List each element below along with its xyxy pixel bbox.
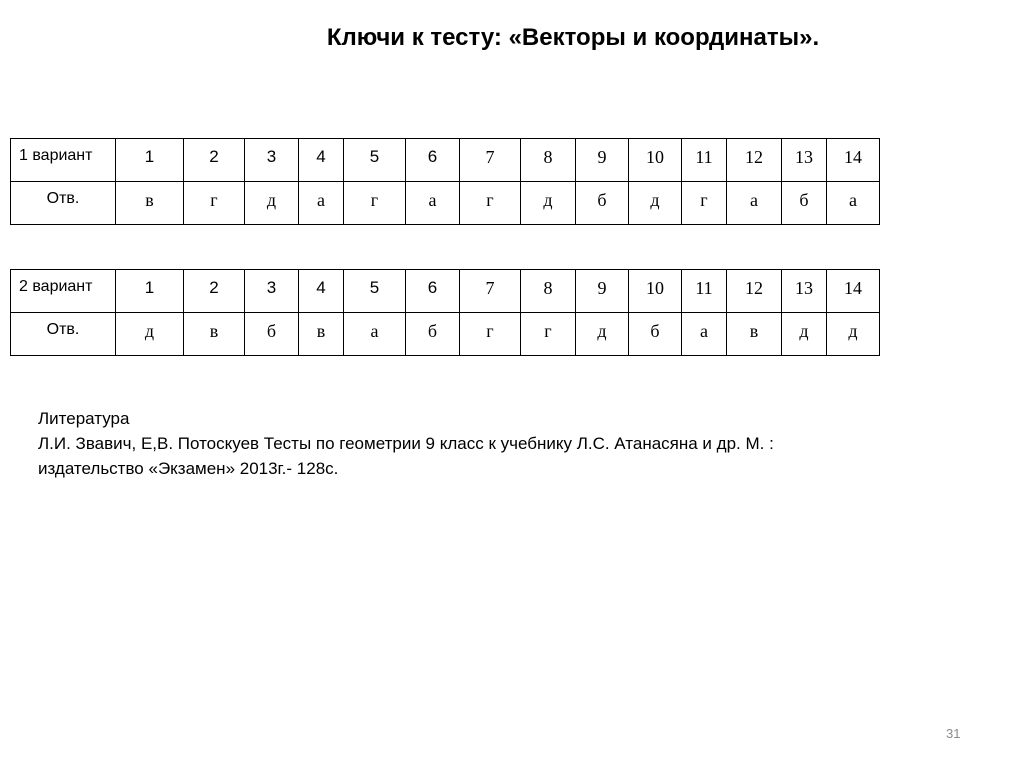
answer-cell: а: [827, 182, 880, 225]
answer-cell: д: [521, 182, 576, 225]
question-cell: 9: [576, 270, 629, 313]
answer-cell: б: [245, 313, 299, 356]
answers-label: Отв.: [11, 313, 116, 356]
question-cell: 5: [344, 139, 406, 182]
question-cell: 3: [245, 270, 299, 313]
answer-cell: д: [116, 313, 184, 356]
question-cell: 13: [782, 270, 827, 313]
question-cell: 12: [727, 139, 782, 182]
question-cell: 8: [521, 139, 576, 182]
answer-cell: в: [727, 313, 782, 356]
answers-label: Отв.: [11, 182, 116, 225]
answer-cell: г: [682, 182, 727, 225]
question-cell: 6: [406, 270, 460, 313]
page-number: 31: [946, 726, 961, 741]
question-cell: 1: [116, 139, 184, 182]
answer-cell: б: [576, 182, 629, 225]
question-cell: 11: [682, 139, 727, 182]
question-cell: 11: [682, 270, 727, 313]
answer-cell: д: [576, 313, 629, 356]
answer-cell: б: [782, 182, 827, 225]
answer-cell: д: [629, 182, 682, 225]
answer-cell: а: [344, 313, 406, 356]
answer-row: [11, 182, 880, 225]
question-cell: 7: [460, 139, 521, 182]
question-cell: 12: [727, 270, 782, 313]
question-cell: 14: [827, 139, 880, 182]
answer-cell: а: [406, 182, 460, 225]
answer-row: [11, 313, 880, 356]
question-cell: 14: [827, 270, 880, 313]
answer-cell: в: [116, 182, 184, 225]
answer-cell: д: [245, 182, 299, 225]
answer-cell: а: [299, 182, 344, 225]
answer-cell: д: [782, 313, 827, 356]
literature-reference-line-1: Л.И. Звавич, Е,В. Потоскуев Тесты по геометрии 9 класс к учебнику Л.С. Атанасяна и др. М. :: [38, 434, 774, 453]
answer-cell: г: [344, 182, 406, 225]
question-cell: 2: [184, 139, 245, 182]
variant-label: 2 вариант: [11, 270, 116, 313]
literature-heading: Литература: [38, 409, 130, 428]
question-cell: 3: [245, 139, 299, 182]
question-row: [11, 139, 880, 182]
question-cell: 4: [299, 270, 344, 313]
question-cell: 13: [782, 139, 827, 182]
question-cell: 5: [344, 270, 406, 313]
question-cell: 7: [460, 270, 521, 313]
answer-cell: г: [460, 182, 521, 225]
question-row: [11, 270, 880, 313]
answer-cell: в: [184, 313, 245, 356]
answer-cell: а: [727, 182, 782, 225]
question-cell: 8: [521, 270, 576, 313]
answer-cell: в: [299, 313, 344, 356]
question-cell: 6: [406, 139, 460, 182]
question-cell: 10: [629, 139, 682, 182]
variant-2-table: [10, 269, 880, 356]
answer-cell: б: [406, 313, 460, 356]
answer-cell: д: [827, 313, 880, 356]
question-cell: 9: [576, 139, 629, 182]
answer-cell: г: [460, 313, 521, 356]
question-cell: 10: [629, 270, 682, 313]
answer-cell: а: [682, 313, 727, 356]
literature-section: [38, 406, 938, 481]
answer-cell: г: [521, 313, 576, 356]
variant-1-table: [10, 138, 880, 225]
question-cell: 2: [184, 270, 245, 313]
page-title: Ключи к тесту: «Векторы и координаты».: [326, 24, 820, 51]
answer-cell: г: [184, 182, 245, 225]
variant-label: 1 вариант: [11, 139, 116, 182]
answer-cell: б: [629, 313, 682, 356]
question-cell: 4: [299, 139, 344, 182]
literature-reference-line-2: издательство «Экзамен» 2013г.- 128с.: [38, 459, 339, 478]
question-cell: 1: [116, 270, 184, 313]
